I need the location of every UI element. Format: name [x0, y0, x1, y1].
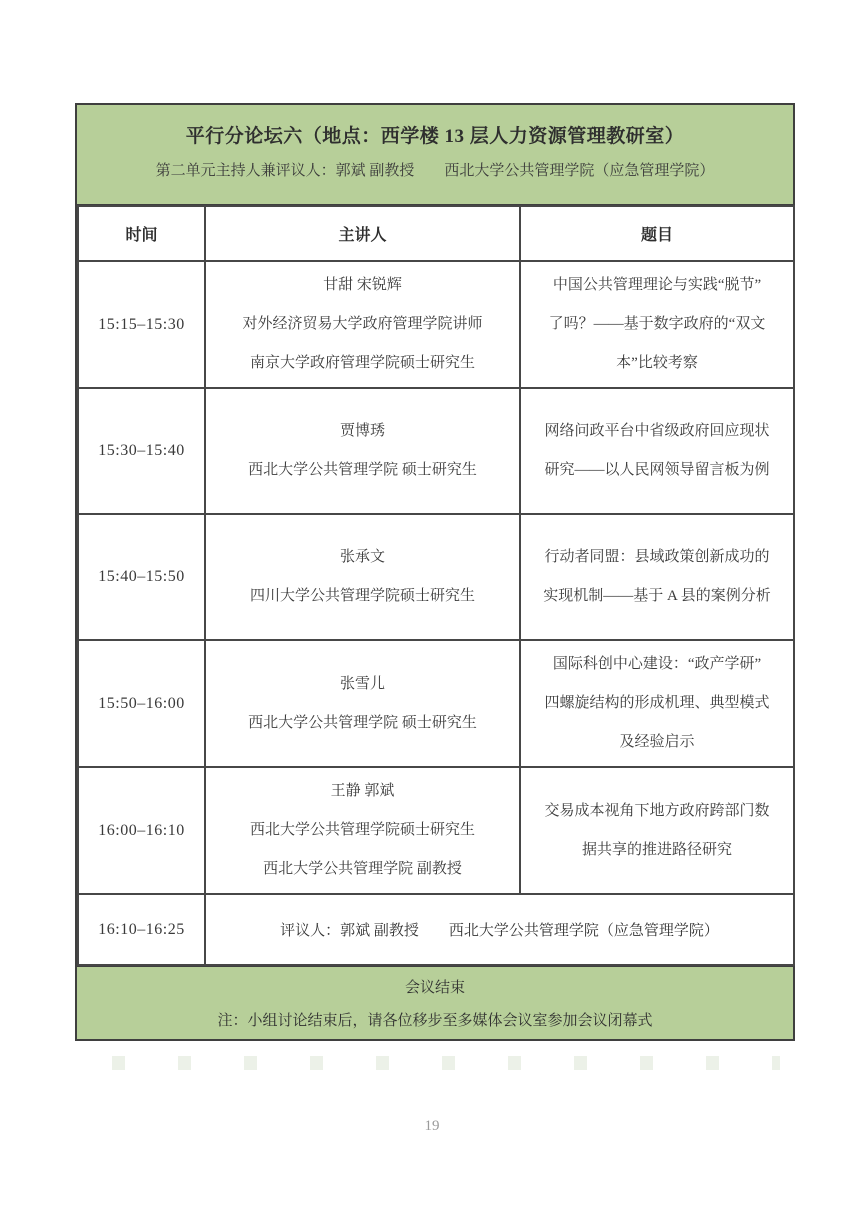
time-cell: 15:30–15:40 — [78, 388, 205, 514]
forum-header — [77, 105, 793, 205]
speaker-line: 张雪儿 — [339, 675, 385, 692]
table-row — [78, 261, 794, 388]
topic-line: 及经验启示 — [619, 734, 695, 750]
topic-line: 实现机制——基于 A 县的案例分析 — [543, 588, 771, 604]
discussant-cell: 评议人：郭斌 副教授 西北大学公共管理学院（应急管理学院） — [205, 894, 794, 965]
speaker-line: 张承文 — [339, 549, 385, 565]
speaker-cell — [205, 261, 520, 388]
time-cell: 15:15–15:30 — [78, 261, 205, 388]
topic-line: 网络问政平台中省级政府回应现状 — [544, 423, 770, 439]
forum-title: 平行分论坛六（地点：西学楼 13 层人力资源管理教研室） — [185, 126, 685, 147]
closing-title: 会议结束 — [404, 980, 465, 996]
closing-note: 注：小组讨论结束后，请各位移步至多媒体会议室参加会议闭幕式 — [217, 1013, 653, 1029]
schedule-table — [77, 205, 795, 966]
faint-dashed-separator — [112, 1056, 780, 1070]
topic-cell — [520, 388, 794, 514]
topic-line: 四螺旋结构的形成机理、典型模式 — [544, 695, 770, 711]
topic-line: 交易成本视角下地方政府跨部门数 — [544, 802, 770, 819]
speaker-line: 甘甜 宋锐辉 — [323, 277, 402, 293]
column-header-time: 时间 — [78, 206, 205, 261]
topic-line: 本”比较考察 — [616, 355, 698, 371]
speaker-line: 对外经济贸易大学政府管理学院讲师 — [242, 316, 483, 332]
speaker-cell — [205, 514, 520, 640]
speaker-cell — [205, 640, 520, 767]
table-row — [78, 640, 794, 767]
topic-cell — [520, 640, 794, 767]
column-header-topic: 题目 — [520, 206, 794, 261]
topic-cell — [520, 767, 794, 894]
topic-line: 据共享的推进路径研究 — [581, 841, 732, 858]
time-cell: 15:50–16:00 — [78, 640, 205, 767]
topic-line: 国际科创中心建设：“政产学研” — [552, 656, 762, 672]
topic-cell — [520, 514, 794, 640]
time-cell: 16:00–16:10 — [78, 767, 205, 894]
table-row — [78, 388, 794, 514]
speaker-line: 南京大学政府管理学院硕士研究生 — [249, 355, 475, 371]
topic-line: 研究——以人民网领导留言板为例 — [544, 462, 770, 478]
topic-line: 中国公共管理理论与实践“脱节” — [552, 277, 762, 293]
speaker-cell — [205, 388, 520, 514]
topic-line: 行动者同盟：县域政策创新成功的 — [544, 549, 770, 565]
table-row-discussant — [78, 894, 794, 965]
speaker-line: 西北大学公共管理学院 硕士研究生 — [248, 462, 477, 478]
table-row — [78, 767, 794, 894]
closing-section — [77, 966, 793, 1039]
speaker-cell — [205, 767, 520, 894]
table-header-row — [78, 206, 794, 261]
table-row — [78, 514, 794, 640]
speaker-line: 贾博琇 — [339, 423, 385, 439]
speaker-line: 西北大学公共管理学院 硕士研究生 — [248, 714, 477, 731]
time-cell: 15:40–15:50 — [78, 514, 205, 640]
speaker-line: 西北大学公共管理学院 副教授 — [263, 861, 462, 877]
topic-line: 了吗？——基于数字政府的“双文 — [548, 316, 766, 332]
column-header-speaker: 主讲人 — [205, 206, 520, 261]
time-cell: 16:10–16:25 — [78, 894, 205, 965]
speaker-line: 四川大学公共管理学院硕士研究生 — [249, 588, 475, 604]
page-number: 19 — [424, 1118, 440, 1134]
forum-schedule-panel — [75, 103, 795, 1041]
speaker-line: 王静 郭斌 — [330, 783, 395, 799]
forum-subtitle: 第二单元主持人兼评议人：郭斌 副教授 西北大学公共管理学院（应急管理学院） — [155, 163, 715, 179]
speaker-line: 西北大学公共管理学院硕士研究生 — [249, 822, 475, 838]
topic-cell — [520, 261, 794, 388]
